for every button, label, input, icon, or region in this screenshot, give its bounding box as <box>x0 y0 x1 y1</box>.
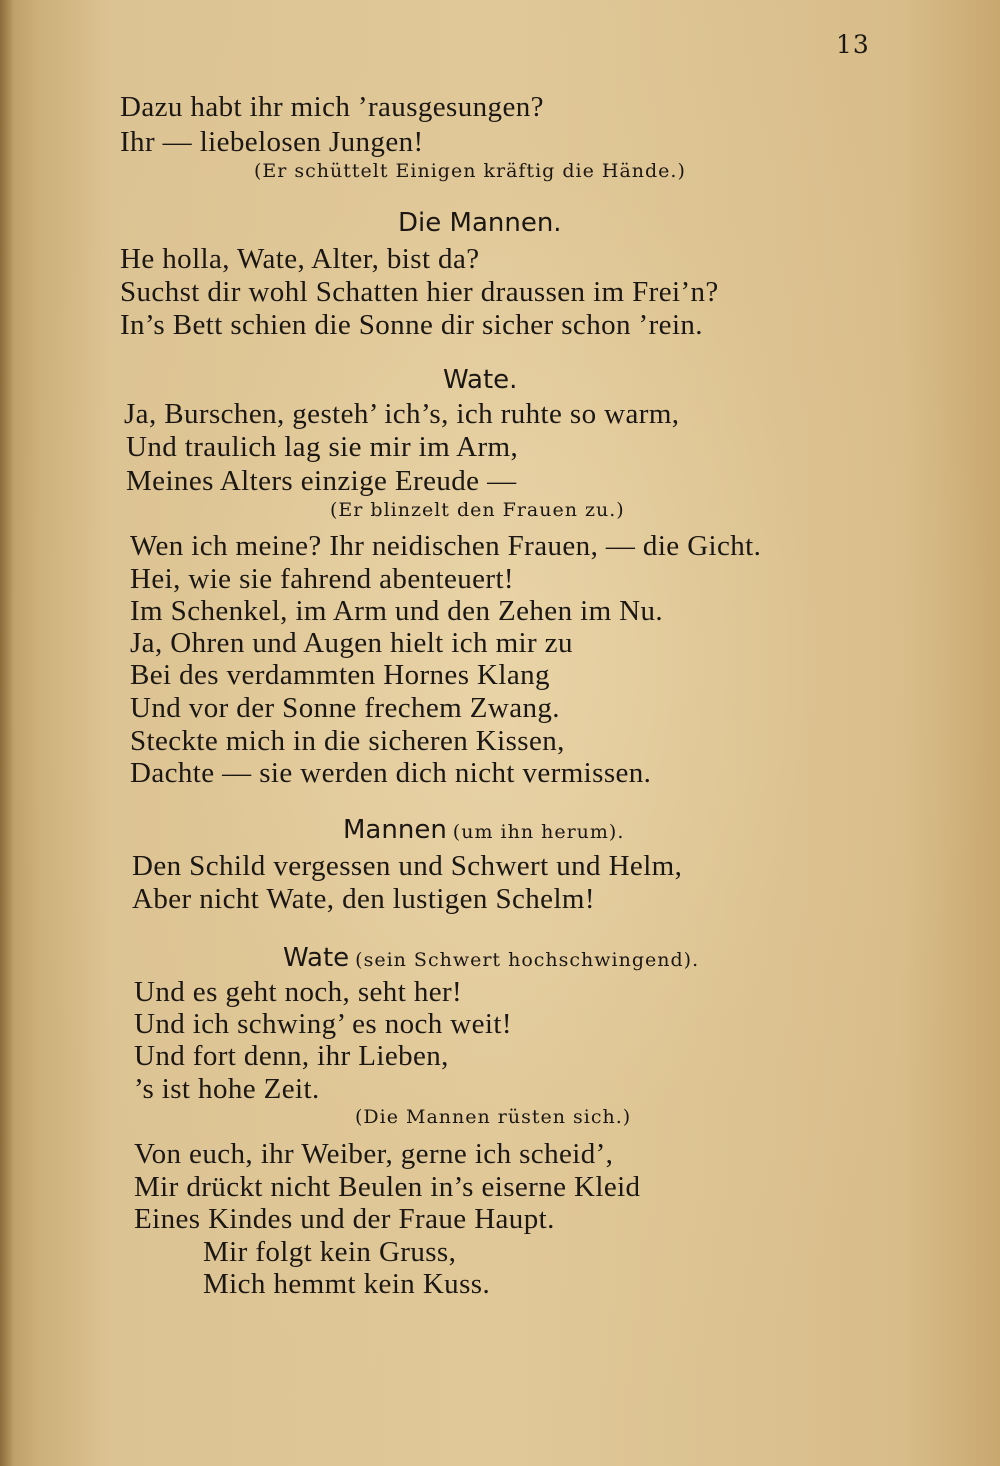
speaker-heading: Wate. <box>443 365 518 395</box>
verse-line: Meines Alters einzige Ereude — <box>126 465 517 497</box>
verse-line: Und ich schwing’ es noch weit! <box>134 1008 512 1040</box>
page-number: 13 <box>836 30 870 59</box>
verse-line: Dachte — sie werden dich nicht vermissen. <box>130 757 652 789</box>
verse-line: Im Schenkel, im Arm und den Zehen im Nu. <box>130 595 664 627</box>
verse-line: Ja, Burschen, gesteh’ ich’s, ich ruhte so warm, <box>124 398 680 430</box>
verse-line: Mich hemmt kein Kuss. <box>203 1268 491 1300</box>
speaker-heading: Die Mannen. <box>398 208 562 238</box>
speaker-name: Wate <box>283 943 350 973</box>
verse-line: In’s Bett schien die Sonne dir sicher schon ’rein. <box>120 309 703 341</box>
verse-line: Bei des verdammten Hornes Klang <box>130 659 550 691</box>
speaker-direction: (um ihn herum). <box>452 821 625 843</box>
verse-line: He holla, Wate, Alter, bist da? <box>120 243 480 275</box>
stage-direction: (Er schüttelt Einigen kräftig die Hände.) <box>254 160 686 182</box>
page-binding-shadow <box>0 0 14 1466</box>
verse-line: Mir drückt nicht Beulen in’s eiserne Kleid <box>134 1171 641 1203</box>
verse-line: Und fort denn, ihr Lieben, <box>134 1040 449 1072</box>
verse-line: Von euch, ihr Weiber, gerne ich scheid’, <box>134 1138 614 1170</box>
speaker-name: Mannen <box>343 815 447 845</box>
verse-line: Suchst dir wohl Schatten hier draussen im Frei’n? <box>120 276 719 308</box>
verse-line: Ihr — liebelosen Jungen! <box>120 126 424 158</box>
verse-line: Und traulich lag sie mir im Arm, <box>126 431 519 463</box>
verse-line: Wen ich meine? Ihr neidischen Frauen, — die Gicht. <box>130 530 762 562</box>
verse-line: Und vor der Sonne frechem Zwang. <box>130 692 560 724</box>
verse-line: Und es geht noch, seht her! <box>134 976 463 1008</box>
verse-line: Ja, Ohren und Augen hielt ich mir zu <box>130 627 573 659</box>
verse-line: Hei, wie sie fahrend abenteuert! <box>130 563 514 595</box>
verse-line: ’s ist hohe Zeit. <box>134 1073 320 1105</box>
verse-line: Den Schild vergessen und Schwert und Helm, <box>132 850 683 882</box>
speaker-heading <box>343 817 624 843</box>
stage-direction: (Er blinzelt den Frauen zu.) <box>330 499 625 521</box>
speaker-heading <box>283 945 699 971</box>
speaker-direction: (sein Schwert hochschwingend). <box>355 949 700 971</box>
verse-line: Aber nicht Wate, den lustigen Schelm! <box>132 883 595 915</box>
verse-line: Dazu habt ihr mich ’rausgesungen? <box>120 91 544 123</box>
verse-line: Steckte mich in die sicheren Kissen, <box>130 725 565 757</box>
verse-line: Eines Kindes und der Fraue Haupt. <box>134 1203 555 1235</box>
stage-direction: (Die Mannen rüsten sich.) <box>355 1106 632 1128</box>
verse-line: Mir folgt kein Gruss, <box>203 1236 457 1268</box>
